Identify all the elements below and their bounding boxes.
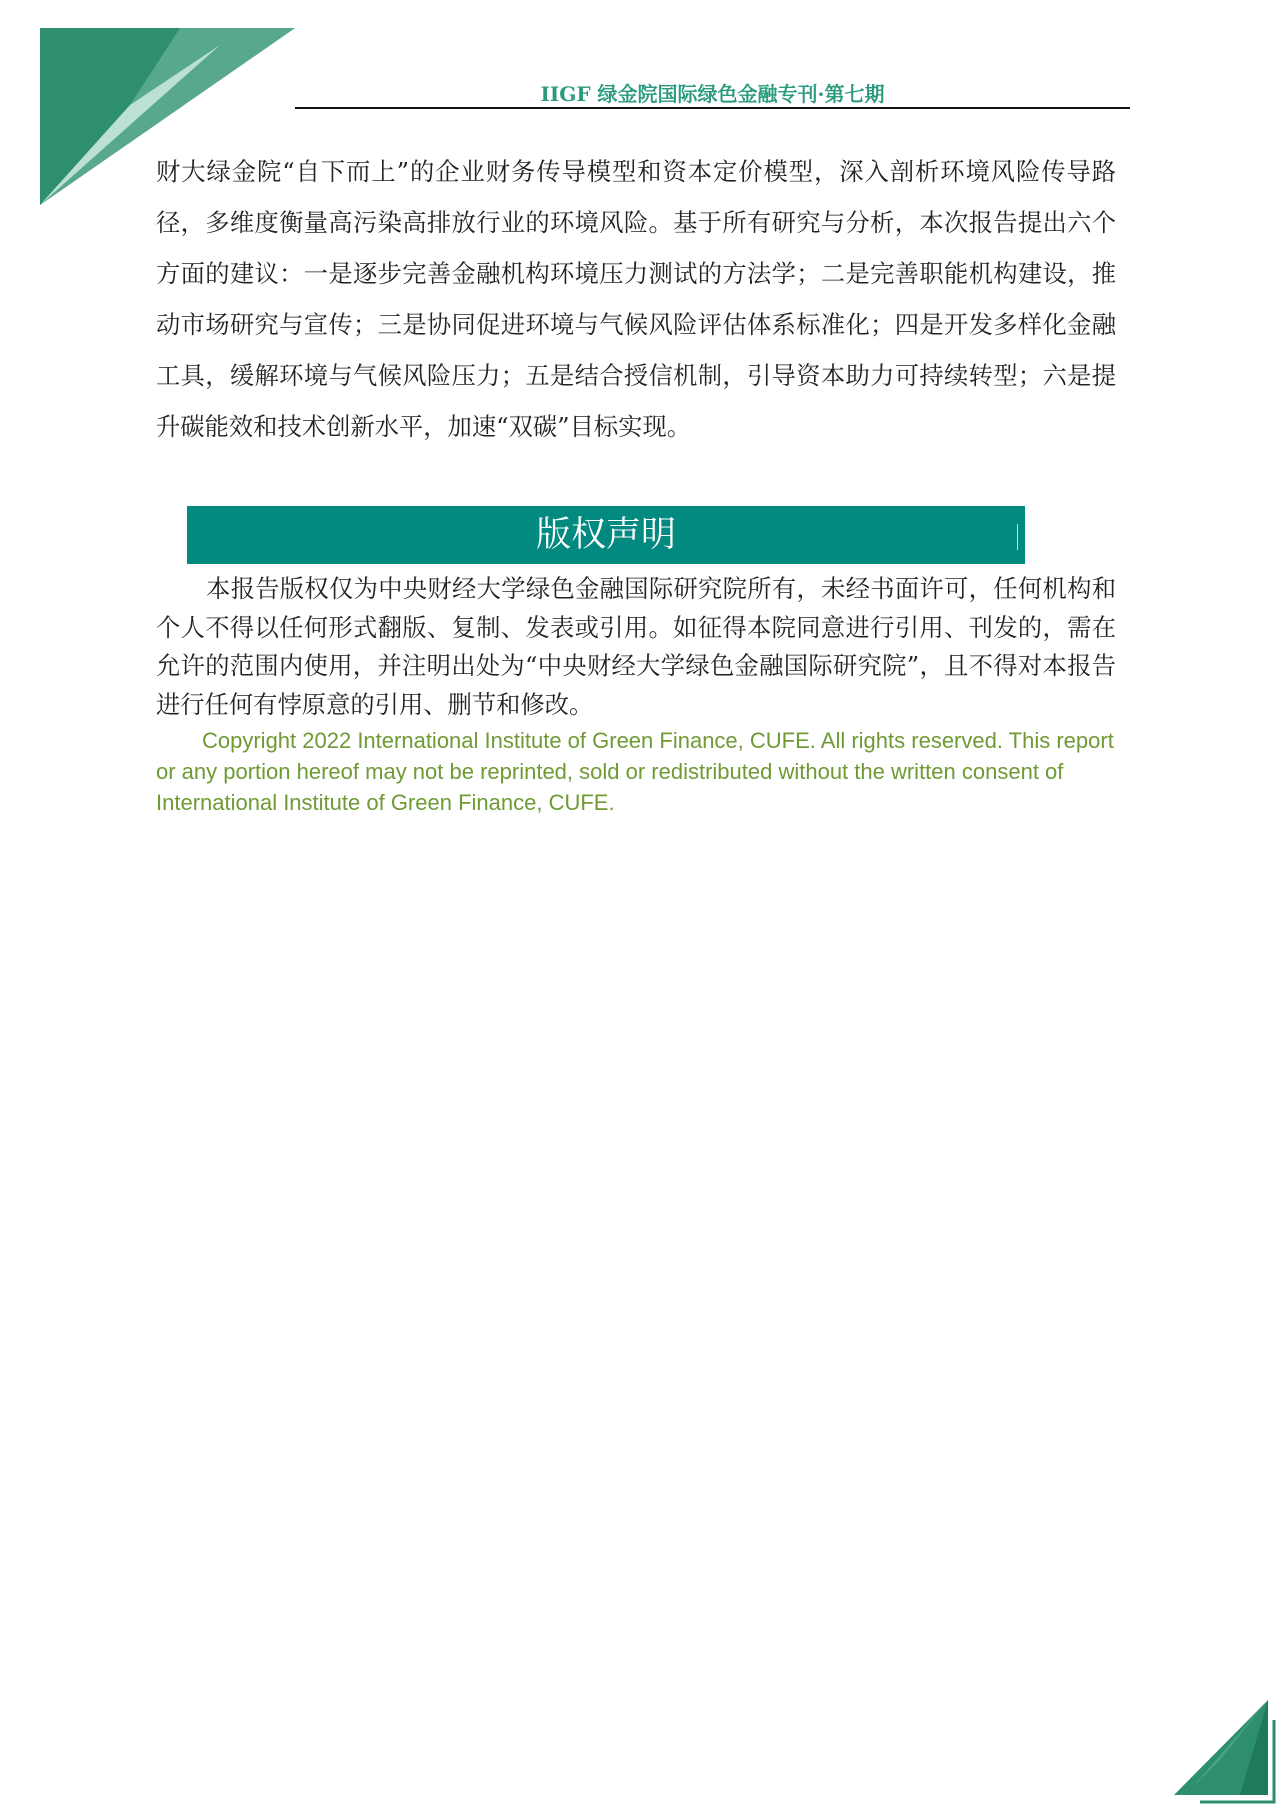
copyright-section-banner: [187, 506, 1025, 564]
copyright-section-title: 版权声明: [535, 515, 676, 555]
body-paragraph: 财大绿金院“自下而上”的企业财务传导模型和资本定价模型，深入剖析环境风险传导路径，多维度衡量高污染高排放行业的环境风险。基于所有研究与分析，本次报告提出六个方面的建议：一是逐步完善金融机构环境压力测试的方法学；二是完善职能机构建设，推动市场研究与宣传；三是协同促进环境与气候风险评估体系标准化；四是开发多样化金融工具，缓解环境与气候风险压力；五是结合授信机制，引导资本助力可持续转型；六是提升碳能效和技术创新水平，加速“双碳”目标实现。: [156, 157, 1116, 441]
copyright-statement-english: Copyright 2022 International Institute of Green Finance, CUFE. All rights reserved. This report or any portion hereof may not be reprinted, sold or redistributed without the written consent of International Institute of Green Finance, CUFE.: [156, 728, 1114, 815]
copyright-statement-chinese: 本报告版权仅为中央财经大学绿色金融国际研究院所有，未经书面许可，任何机构和个人不得以任何形式翻版、复制、发表或引用。如征得本院同意进行引用、刊发的，需在允许的范围内使用，并注明出处为“中央财经大学绿色金融国际研究院”，且不得对本报告进行任何有悖原意的引用、删节和修改。: [156, 574, 1116, 719]
banner-divider-mark: [1017, 524, 1018, 550]
header-title: IIGF 绿金院国际绿色金融专刊·第七期: [540, 82, 885, 106]
header-rule: [295, 107, 1130, 109]
corner-decoration-bottom-right: [1160, 1690, 1280, 1809]
